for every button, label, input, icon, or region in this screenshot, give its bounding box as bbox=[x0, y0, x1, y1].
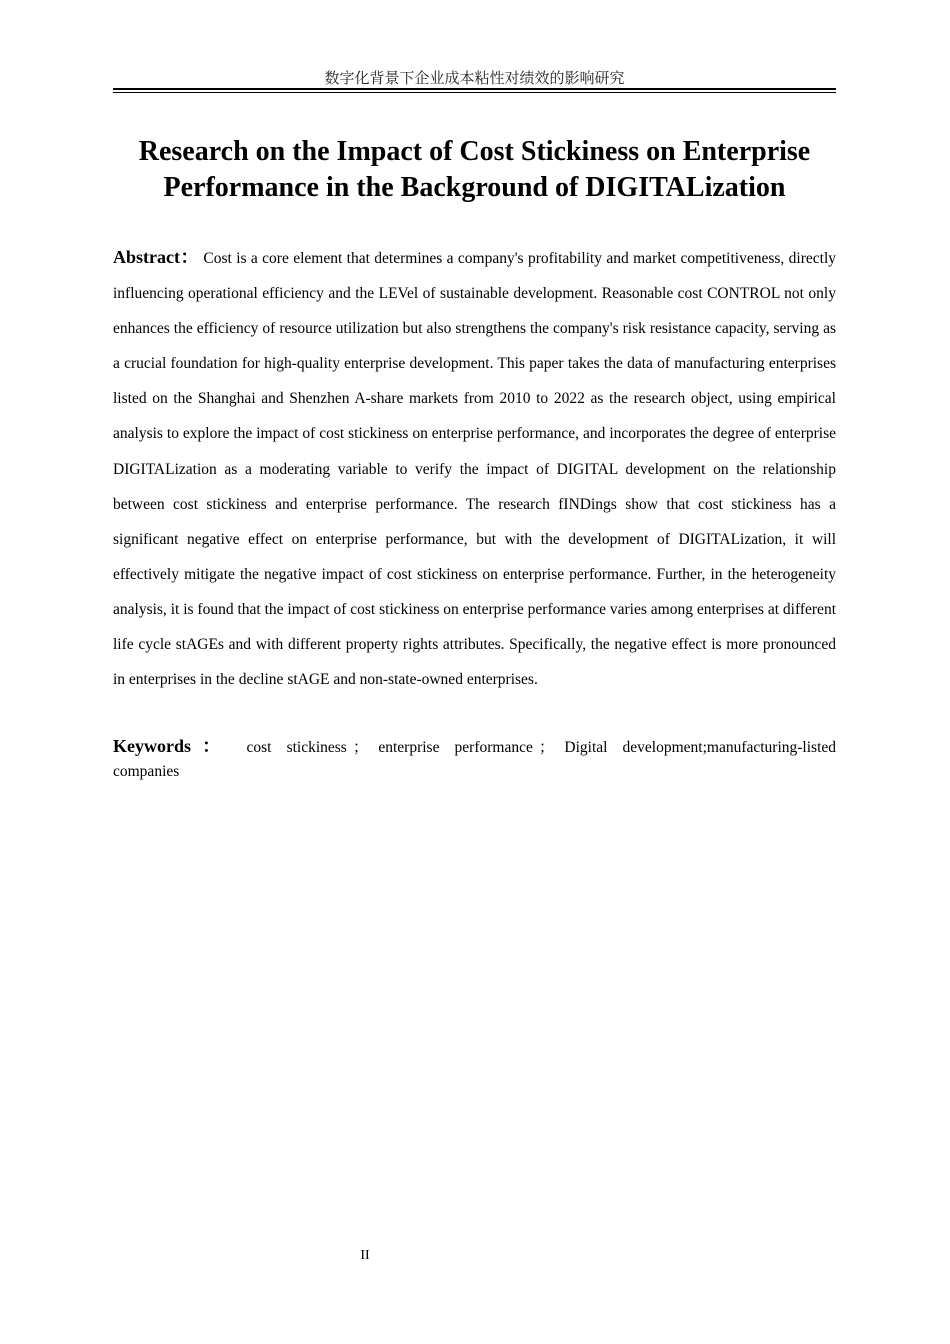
abstract-text: Cost is a core element that determines a company's profitability and market competitiveness, directly influencing operational efficiency and the LEVel of sustainable development. Reasonable cost CONTROL not only enhances the efficiency of resource utilization but also strengthens the company's risk resistance capacity, serving as a crucial foundation for high-quality enterprise development. This paper takes the data of manufacturing enterprises listed on the Shanghai and Shenzhen A-share markets from 2010 to 2022 as the research object, using empirical analysis to explore the impact of cost stickiness on enterprise performance, and incorporates the degree of enterprise DIGITALization as a moderating variable to verify the impact of DIGITAL development on the relationship between cost stickiness and enterprise performance. The research fINDings show that cost stickiness has a significant negative effect on enterprise performance, but with the development of DIGITALization, it will effectively mitigate the negative impact of cost stickiness on enterprise performance. Further, in the heterogeneity analysis, it is found that the impact of cost stickiness on enterprise performance varies among enterprises at different life cycle stAGEs and with different property rights attributes. Specifically, the negative effect is more pronounced in enterprises in the decline stAGE and non-state-owned enterprises. bbox=[113, 250, 837, 689]
header-rule-thin bbox=[113, 92, 836, 93]
keyword-separator: ； bbox=[352, 739, 369, 756]
paper-title: Research on the Impact of Cost Stickiness on Enterprise Performance in the Background of DIGITALization bbox=[138, 136, 811, 203]
keywords-paragraph bbox=[113, 734, 836, 784]
keyword-separator: ； bbox=[538, 739, 555, 756]
page-number: II bbox=[360, 1248, 370, 1263]
keyword-item: Digital development;manufacturing-listed companies bbox=[113, 739, 837, 780]
keywords-label: Keywords： bbox=[113, 736, 232, 756]
abstract-paragraph bbox=[113, 240, 836, 697]
abstract-label: Abstract： bbox=[113, 247, 199, 267]
keyword-item: enterprise performance bbox=[378, 739, 533, 756]
header-rule-thick bbox=[113, 88, 836, 90]
running-header: 数字化背景下企业成本粘性对绩效的影响研究 bbox=[324, 69, 625, 87]
keyword-item: cost stickiness bbox=[246, 739, 347, 756]
